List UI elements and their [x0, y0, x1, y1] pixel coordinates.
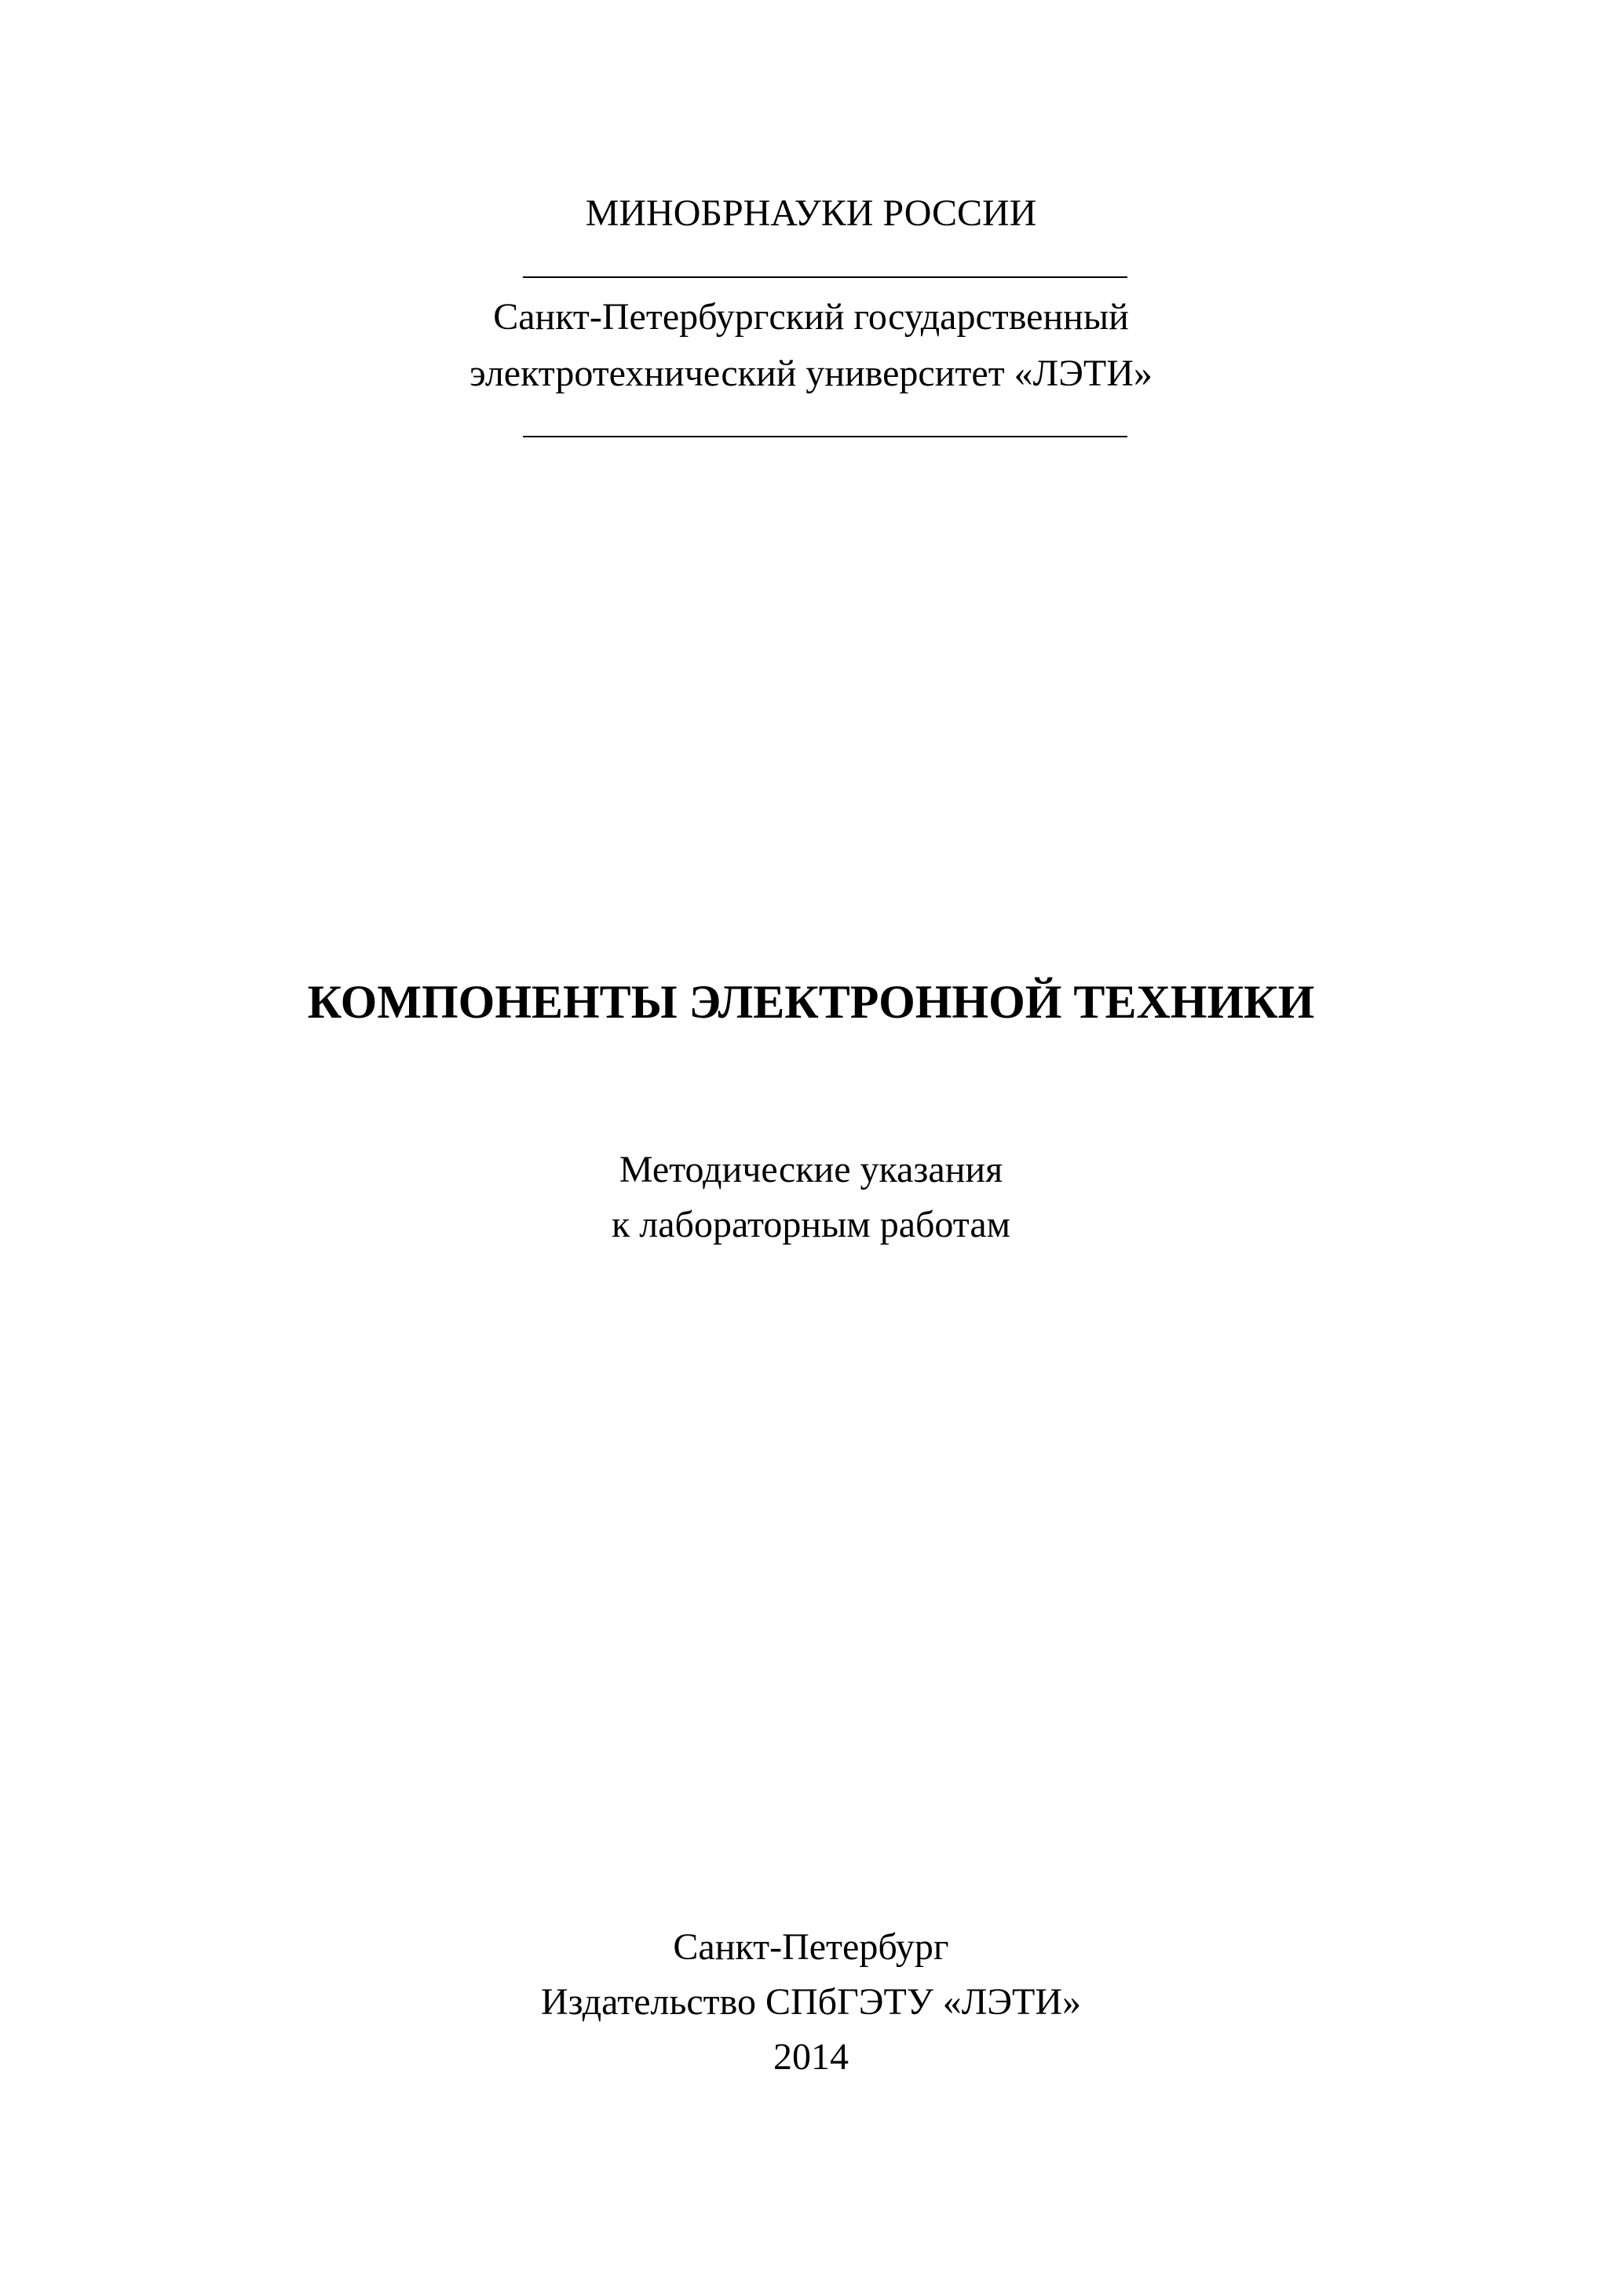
publication-year: 2014	[773, 2036, 849, 2078]
university-name-line1: Санкт-Петербургский государственный	[493, 296, 1129, 338]
document-subtitle-line2: к лабораторным работам	[611, 1204, 1011, 1245]
publication-city: Санкт-Петербург	[673, 1926, 949, 1968]
document-title: КОМПОНЕНТЫ ЭЛЕКТРОННОЙ ТЕХНИКИ	[307, 976, 1315, 1028]
publisher-name: Издательство СПбГЭТУ «ЛЭТИ»	[540, 1981, 1082, 2023]
ministry-name: МИНОБРНАУКИ РОССИИ	[585, 192, 1037, 234]
header-rule-top	[523, 276, 1127, 278]
document-subtitle-line1: Методические указания	[619, 1149, 1003, 1190]
header-rule-bottom	[523, 436, 1127, 437]
university-name-line2: электротехнический университет «ЛЭТИ»	[469, 353, 1153, 394]
